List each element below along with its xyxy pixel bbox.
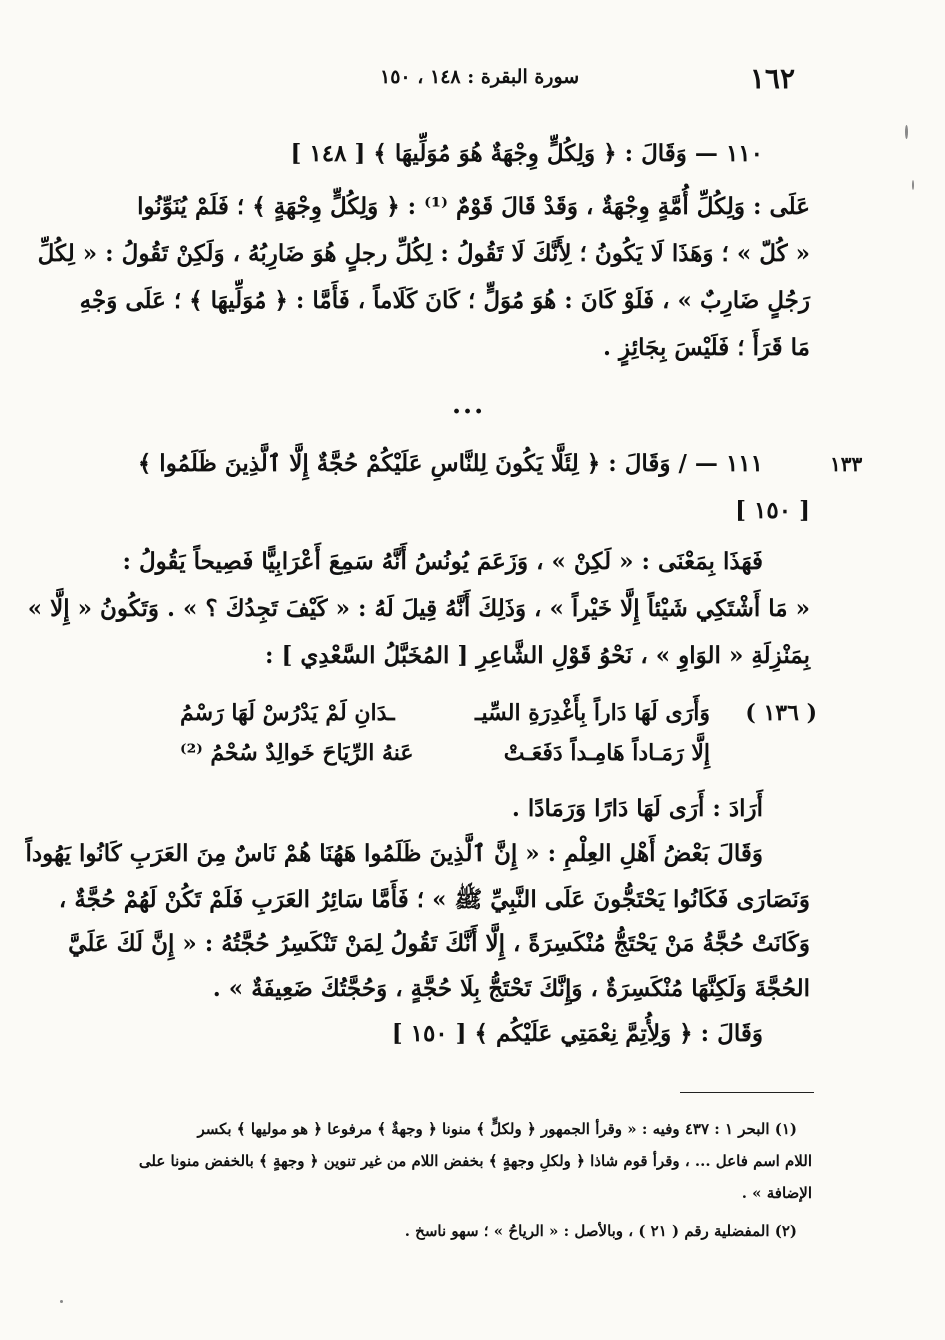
verse-hemistich: وَأَرَى لَهَا دَاراً بِأَغْدِرَةِ السِّيـ: [475, 700, 710, 726]
footnote-line: اللام اسم فاعل ... ، وقرأ قوم شاذا ﴿ ولكلِ وجهةٍ ﴾ بخفض اللام من غير تنوين ﴿ وجهةٍ ﴾ بالخفض منونا على: [138, 1152, 812, 1170]
section-heading-111: ١١١ — / وَقَالَ : ﴿ لِئَلَّا يَكُونَ لِلنَّاسِ عَلَيْكُمْ حُجَّةٌ إِلَّا ٱلَّذِينَ ظَلَمُوا ﴾: [137, 450, 763, 477]
text-line: وَنَصَارَى فَكَانُوا يَحْتَجُّونَ عَلَى النَّبِيِّ ﷺ » ؛ فَأَمَّا سَائِرُ العَرَبِ فَلَمْ تَكُنْ لَهُمْ حُجَّةٌ ،: [58, 886, 810, 913]
text-line: الحُجَّةَ وَلَكِنَّهَا مُنْكَسِرَةٌ ، وَإِنَّكَ تَحْتَجُّ بِلَا حُجَّةٍ ، وَحُجَّتُكَ ضَعِيفَةٌ » .: [212, 975, 810, 1002]
margin-folio-number: ١٣٣: [830, 452, 863, 476]
scan-mark: [905, 125, 908, 139]
text-line: وَقَالَ بَعْضُ أَهْلِ العِلْمِ : « إِنَّ ٱلَّذِينَ ظَلَمُوا هَهُنَا هُمْ نَاسٌ مِنَ العَرَبِ كَانُوا يَهُوداً: [25, 840, 763, 867]
running-title: سورة البقرة : ١٤٨ ، ١٥٠: [380, 66, 580, 88]
verse-number: ( ١٣٦ ): [745, 700, 817, 726]
text-line: « مَا أَشْتَكِي شَيْئاً إِلَّا خَيْراً » ، وَذَلِكَ أَنَّهُ قِيلَ لَهُ : « كَيْفَ تَجِدُكَ ؟ » . وَتَكُونُ « إِلَّا »: [27, 595, 810, 622]
text-line: عَلَى : وَلِكُلِّ أُمَّةٍ وِجْهَةٌ ، وَقَدْ قَالَ قَوْمٌ ⁽¹⁾ : ﴿ وَلِكُلٍّ وِجْهَةٍ ﴾ ؛ فَلَمْ يُنَوِّنُوا: [137, 193, 810, 220]
section-separator: ...: [452, 390, 486, 420]
text-line: « كُلّ » ؛ وَهَذَا لَا يَكُونُ ؛ لِأَنَّكَ لَا تَقُولُ : لِكُلِّ رجلٍ هُوَ ضَارِبُهُ ، وَلَكِنْ تَقُولُ : « لِكُلِّ: [37, 240, 810, 267]
footnote-line: الإضافة » .: [741, 1184, 812, 1202]
footnote-rule: [680, 1092, 814, 1093]
page-number: ١٦٢: [749, 62, 795, 95]
verse-hemistich: إِلَّا رَمَـاداً هَامِـداً دَفَعَـتْ: [503, 740, 710, 766]
text-line: مَا قَرَأَ ؛ فَلَيْسَ بِجَائِزٍ .: [603, 334, 810, 361]
verse-hemistich: عَنهُ الرِّيَاحَ خَوالِدٌ سُحْمُ ⁽²⁾: [180, 740, 414, 766]
footnote-line: (١) البحر ١ : ٤٣٧ وفيه : « وقرأ الجمهور ﴿ ولكلٍّ ﴾ منونا ﴿ وجهةٌ ﴾ مرفوعا ﴿ هو موليها ﴾ بكسر: [197, 1120, 797, 1138]
text-line: بِمَنْزِلَةِ « الوَاوِ » ، نَحْوُ قَوْلِ الشَّاعِرِ [ المُخَبَّلُ السَّعْدِي ] :: [264, 642, 810, 669]
section-heading-110: ١١٠ — وَقَالَ : ﴿ وَلِكُلٍّ وِجْهَةٌ هُوَ مُوَلِّيهَا ﴾ [ ١٤٨ ]: [290, 140, 763, 167]
text-line: وَكَانَتْ حُجَّةُ مَنْ يَحْتَجُّ مُنْكَسِرَةً ، إِلَّا أَنَّكَ تَقُولُ لِمَنْ تَنْكَسِرُ حُجَّتُهُ : « إِنَّ لَكَ عَلَيَّ: [68, 930, 810, 957]
text-line: وَقَالَ : ﴿ وَلِأُتِمَّ نِعْمَتِي عَلَيْكُم ﴾ [ ١٥٠ ]: [391, 1020, 763, 1047]
verse-hemistich: ـدَانِ لَمْ يَدْرُسْ لَهَا رَسْمُ: [180, 700, 395, 726]
text-line: فَهَذَا بِمَعْنَى : « لَكِنْ » ، وَزَعَمَ يُونُسُ أَنَّهُ سَمِعَ أَعْرَابِيًّا فَصِيحاً يَقُولُ :: [122, 548, 763, 575]
text-line: أَرَادَ : أَرَى لَهَا دَارًا وَرَمَادًا .: [511, 795, 763, 822]
scan-mark: [60, 1300, 63, 1303]
text-line: رَجُلٍ ضَارِبٌ » ، فَلَوْ كَانَ : هُوَ مُوَلٍّ ؛ كَانَ كَلَاماً ، فَأَمَّا : ﴿ مُوَلِّيهَا ﴾ ؛ عَلَى وَجْهِ: [79, 287, 810, 314]
scan-mark: [912, 180, 914, 190]
footnote-line: (٢) المفضلية رقم ( ٢١ ) ، وبالأصل : « الرياحُ » ؛ سهو ناسخ .: [404, 1222, 797, 1240]
section-heading-ref: [ ١٥٠ ]: [735, 497, 810, 524]
